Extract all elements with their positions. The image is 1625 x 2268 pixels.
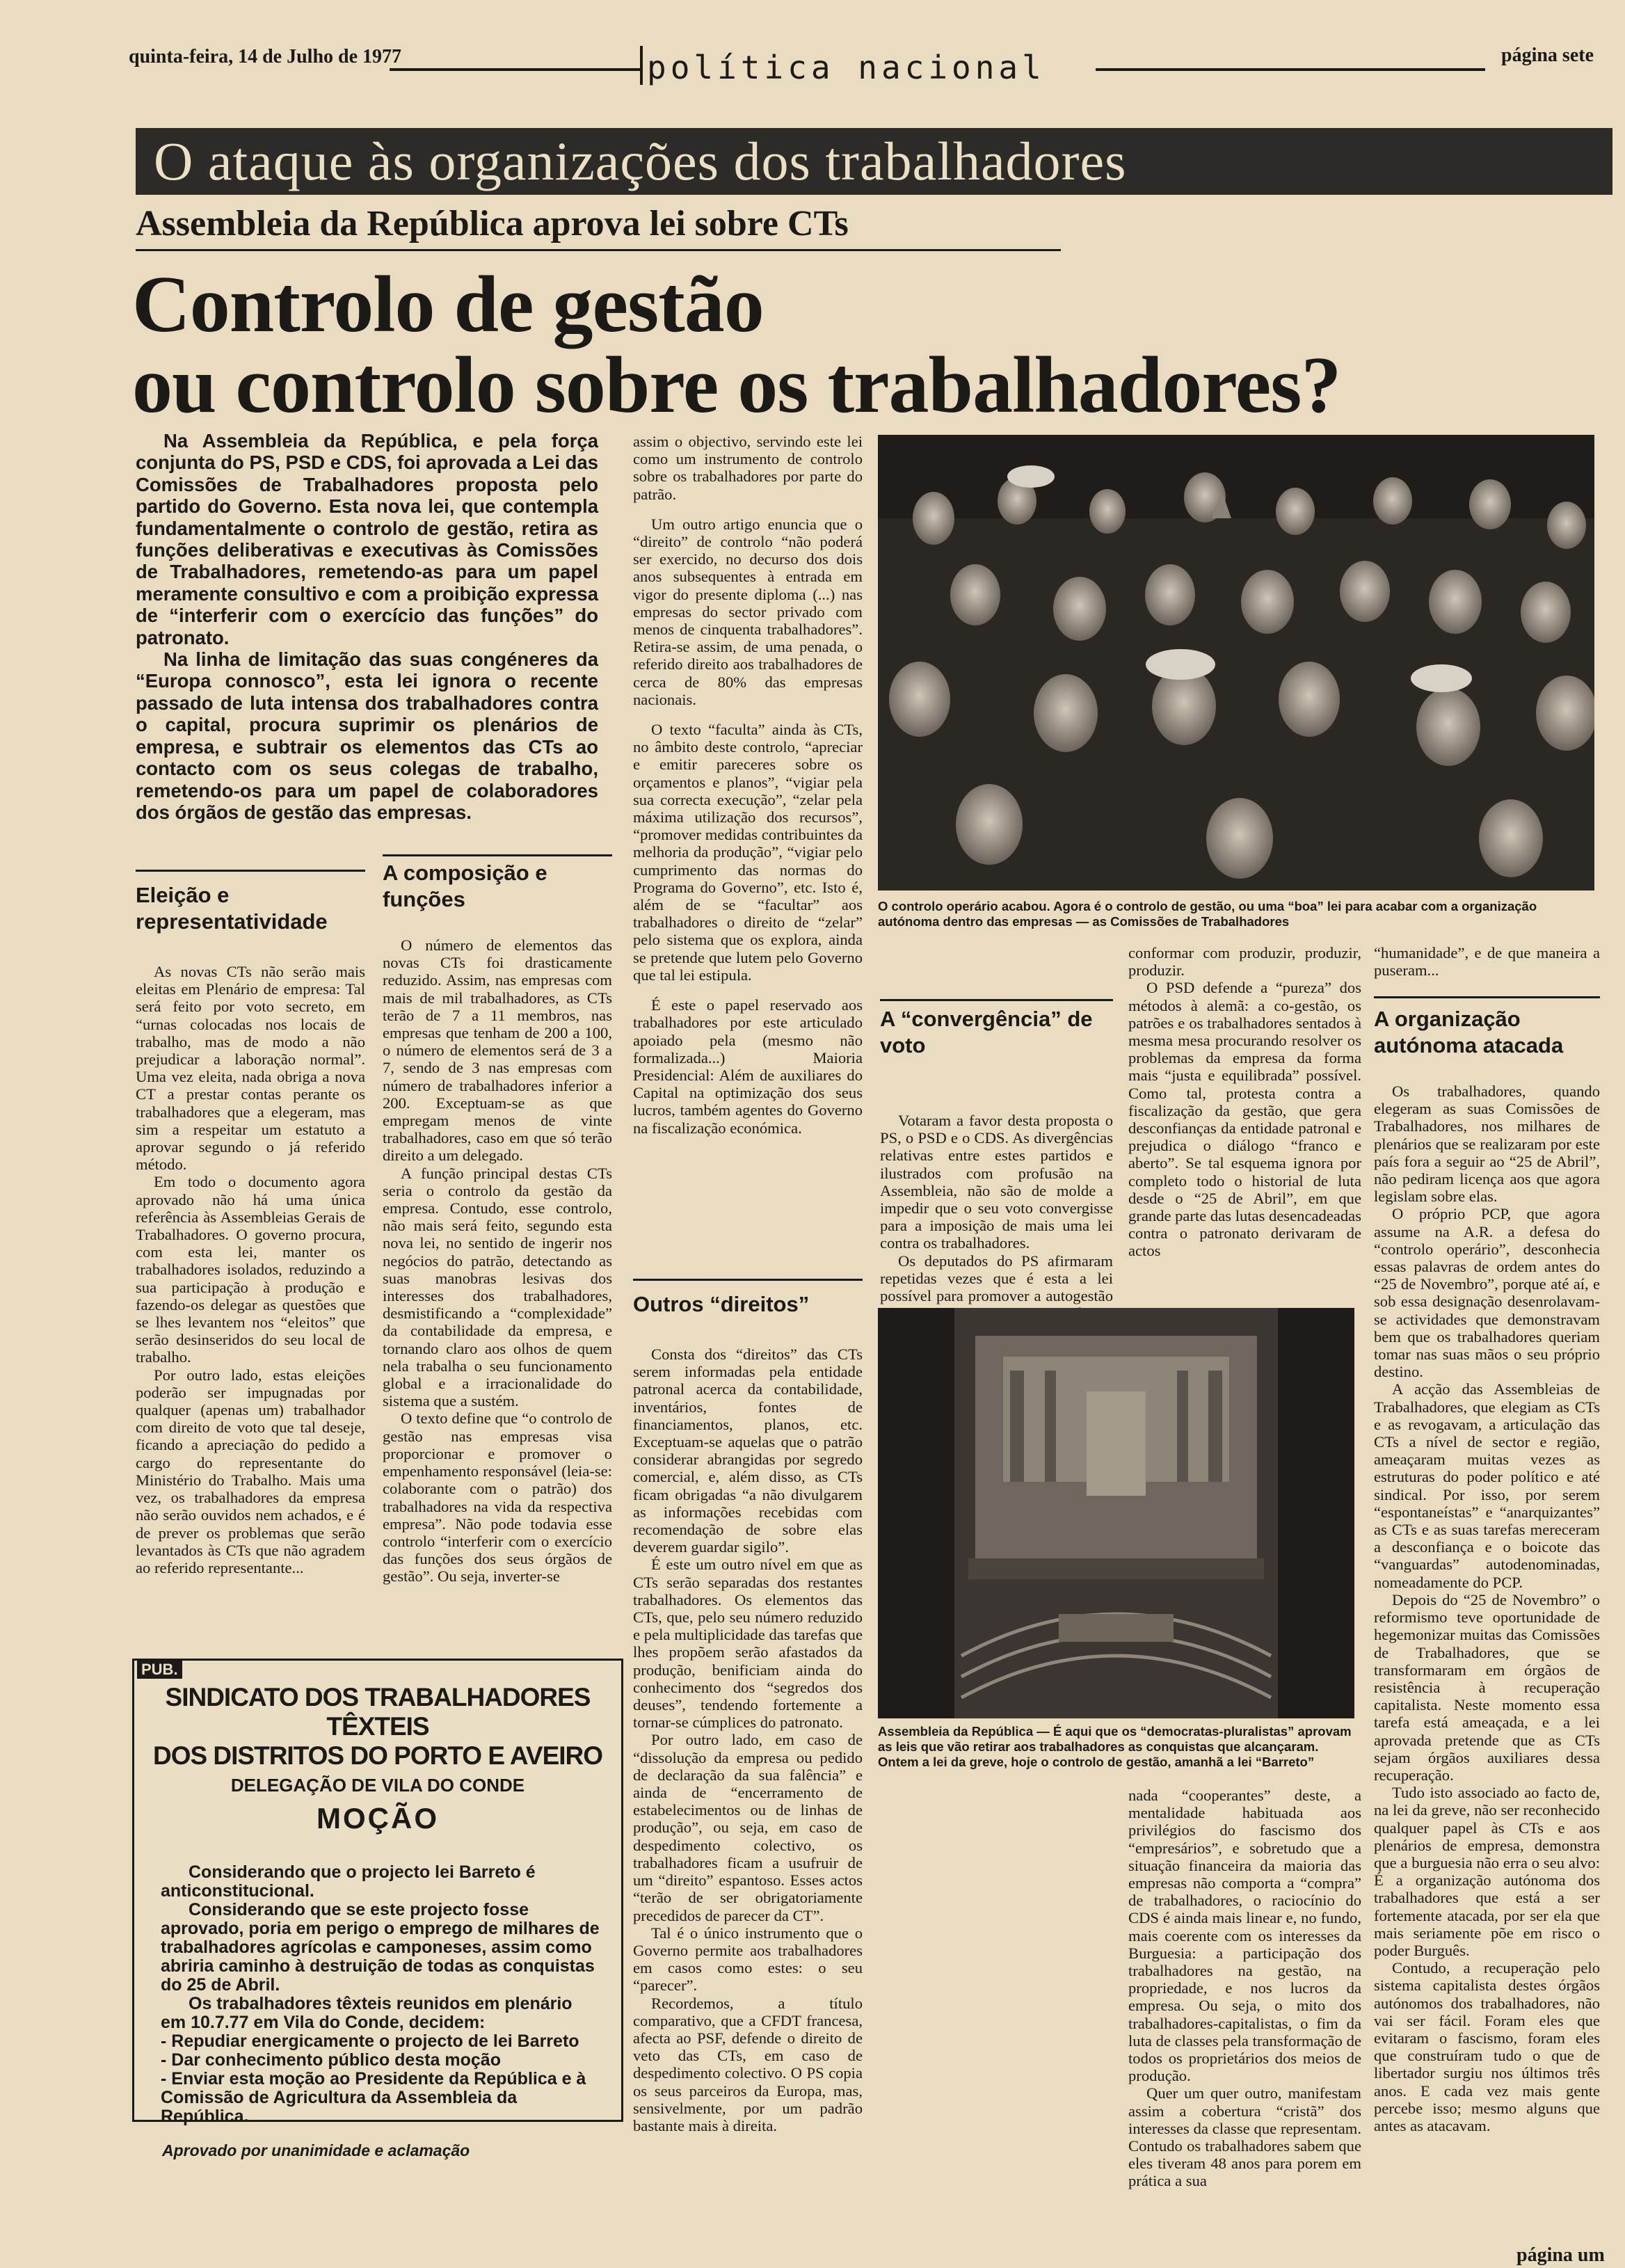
col1-paragraph: As novas CTs não serão mais eleitas em Plenário de empresa: Tal será feito por voto secreto, em “urnas colocadas nos locais de trabalho, mas de modo a não prejudicar a laboração normal”. Uma vez eleita, nada obriga a nova CT a prestar contas perante os trabalhadores que a elegeram, mas sim a respeitar um estatuto a aprovar segundo o já referido método. <box>136 963 365 1174</box>
masthead-divider <box>640 46 643 85</box>
col5-paragraph: conformar com produzir, produzir, produzir. <box>1128 944 1361 980</box>
ad-paragraph: Os trabalhadores têxteis reunidos em plenário em 10.7.77 em Vila do Conde, decidem: <box>161 1994 573 2032</box>
ad-delegation: DELEGAÇÃO DE VILA DO CONDE <box>230 1775 525 1796</box>
col4-text-2 <box>1128 1787 1361 2190</box>
ad-title-2: DOS DISTRITOS DO PORTO E AVEIRO <box>152 1741 603 1770</box>
col1-rule <box>136 870 365 872</box>
col6-subtitle: A organização autónoma atacada <box>1374 1007 1564 1057</box>
col1-paragraph: Por outro lado, estas eleições poderão ser impugnadas por qualquer (apenas um) trabalhador com direito de voto que tal deseje, ficando a apreciação do pedido a cargo do representante do Ministério do Trabalho. Mais uma vez, os trabalhadores da empresa não serão ouvidos nem achados, e é de prever os problemas que serão levantados às CTs que não agradem ao referido representante... <box>136 1366 365 1576</box>
col4-subtitle: A “convergência” de voto <box>880 1007 1093 1057</box>
ad-paragraph: - Repudiar energicamente o projecto de lei Barreto <box>161 2031 579 2051</box>
col2-subtitle: A composição e funções <box>383 861 547 911</box>
next-page-footer: página um <box>1516 2244 1605 2266</box>
ad-body <box>161 1863 602 2126</box>
col1-paragraph: Em todo o documento agora aprovado não há uma única referência às Assembleias Gerais de Trabalhadores. O governo procura, com esta lei, manter os trabalhadores isolados, reduzindo a sua participação à produção e fazendo-os delegar as questões que se lhes levantem nos “eleitos” que serão desinseridos do seu local de trabalho. <box>136 1173 365 1366</box>
lead-text <box>136 430 598 823</box>
col2-rule <box>383 854 612 856</box>
col3-paragraph: Um outro artigo enuncia que o “direito” de controlo “não poderá ser exercido, no decurso dos dois anos subsequentes à entrada em vigor do presente diploma (...) nas empresas do sector privado com menos de cinquenta trabalhadores”. Retira-se assim, de uma penada, o referido direito aos trabalhadores de cerca de 80% das empresas nacionais. <box>633 515 863 708</box>
col5-paragraph: Quer um quer outro, manifestam assim a cobertura “cristã” dos interesses da classe que representam. Contudo os trabalhadores sabem que eles tiveram 48 anos para porem em prática a sua <box>1128 2084 1361 2190</box>
ad-tag: PUB. <box>137 1661 182 1679</box>
ad-footer: Aprovado por unanimidade e aclamação <box>162 2141 470 2159</box>
banner-title: O ataque às organizações dos trabalhadores <box>136 128 1612 195</box>
col2-text <box>383 936 612 1586</box>
masthead-rule-left <box>390 68 640 71</box>
ad-motion: MOÇÃO <box>317 1802 439 1835</box>
col4-rule <box>880 999 1113 1001</box>
masthead-page: página sete <box>1501 45 1594 66</box>
col2-paragraph: O número de elementos das novas CTs foi drasticamente reduzido. Assim, nas empresas com mais de mil trabalhadores, as CTs terão de 7 a 11 membros, nas empresas que tenham de 200 a 100, o número de elementos será de 3 a 7, sendo de 3 nas empresas com número de trabalhadores inferior a 200. Exceptuam-se as que empregam menos de vinte trabalhadores, caso em que só terão direito a um delegado. <box>383 936 612 1165</box>
col6-paragraph: A acção das Assembleias de Trabalhadores, que elegiam as CTs e as revogavam, a articulação das CTs a nível de sector e região, ameaçaram muitas vezes as estruturas do poder político e até sindical. Por isso, por serem “espontaneístas” e “anarquizantes” as CTs e as suas tarefas mereceram a desconfiança e o boicote das “vanguardas” autodenominadas, nomeadamente do PCP. <box>1374 1380 1600 1591</box>
col3-paragraph: assim o objectivo, servindo este lei como um instrumento de controlo sobre os trabalhadores por parte do patrão. <box>633 433 863 503</box>
col3-rule <box>633 1279 863 1281</box>
col3-paragraph: É este um outro nível em que as CTs serão separadas dos restantes trabalhadores. Os elementos das CTs, que, pelo seu número reduzido e pela multiplicidade das tarefas que lhes propõem serão afastados da produção, benificiam ainda do conhecimento dos “segredos dos deuses”, tendendo fortemente a tornar-se cúmplices do patronato. <box>633 1556 863 1732</box>
photo2-caption: Assembleia da República — É aqui que os “democratas-pluralistas” aprovam as leis que vão retirar aos trabalhadores as conquistas que alcançaram. Ontem a lei da greve, hoje o controlo de gestão, amanhã a lei “Barreto” <box>878 1724 1352 1769</box>
masthead-rule-right <box>1096 68 1485 71</box>
union-ad <box>132 1659 623 2159</box>
col1-text <box>136 963 365 1576</box>
headline-line-2: ou controlo sobre os trabalhadores? <box>132 341 1341 430</box>
crowd-illustration <box>878 435 1594 891</box>
col6-text-2 <box>1374 1083 1600 2134</box>
col6-rule <box>1374 996 1600 998</box>
col6-paragraph: Contudo, a recuperação pelo sistema capitalista destes órgãos autónomos dos trabalhadores, não vai ser fácil. Foram eles que evitaram o fascismo, foram eles que construíram tudo o que de libertador surgiu nos últimos três anos. E cada vez mais gente percebe isso; mesmo alguns que antes as atacavam. <box>1374 1959 1600 2134</box>
col3-paragraph: Por outro lado, em caso de “dissolução da empresa ou pedido de declaração da sua falência” e ainda de “encerramento de estabelecimentos ou de linhas de produção”, ou seja, em caso de despedimento colectivo, os trabalhadores ficam a usufruir de um “direito” espantoso. Esses actos “terão de ser obrigatoriamente precedidos de parecer da CT”. <box>633 1731 863 1924</box>
ad-title-1: SINDICATO DOS TRABALHADORES TÊXTEIS <box>165 1683 591 1741</box>
col1-subtitle: Eleição e representatividade <box>136 883 328 934</box>
col6-paragraph: Os trabalhadores, quando elegeram as suas Comissões de Trabalhadores, nos milhares de plenários que se realizaram por este país fora a seguir ao “25 de Abril”, não pediram licença aos que agora legislam sobre elas. <box>1374 1083 1600 1206</box>
col6-paragraph: “humanidade”, e de que maneira a puseram... <box>1374 944 1600 980</box>
kicker: Assembleia da República aprova lei sobre CTs <box>136 203 1061 251</box>
workers-photo <box>878 435 1594 891</box>
col6-paragraph: O próprio PCP, que agora assume na A.R. a defesa do “controlo operário”, desconhecia essas palavras de ordem antes do “25 de Novembro”, porque até aí, e sob essa designação desenrolavam-se actividades que demonstravam bem que os trabalhadores queriam tomar nas suas mãos o seu próprio destino. <box>1374 1205 1600 1381</box>
ad-paragraph: - Dar conhecimento público desta moção <box>161 2050 501 2070</box>
col3-text-2 <box>633 1345 863 2134</box>
lead-paragraph: Na linha de limitação das suas congéneres da “Europa connosco”, esta lei ignora o recente passado de luta intensa dos trabalhadores contra o capital, procura suprimir os plenários de empresa, e subtrair os elementos das CTs ao contacto com os seus colegas de trabalho, remetendo-os para um papel de colaboradores dos órgãos de gestão das empresas. <box>136 648 598 823</box>
col3-paragraph: Recordemos, a título comparativo, que a CFDT francesa, afecta ao PSF, defende o direito de veto das CTs, em caso de despedimento colectivo. O PS copia os seus parceiros da Europa, mas, sensivelmente, por um padrão bastante mais à direita. <box>633 1994 863 2134</box>
ad-paragraph: Considerando que o projecto lei Barreto é anticonstitucional. <box>161 1862 536 1901</box>
col3-paragraph: O texto “faculta” ainda às CTs, no âmbito deste controlo, “apreciar e emitir pareceres sobre os orçamentos e planos”, “vigiar pela sua correcta execução”, “zelar pela máxima utilização dos recursos”, “promover medidas contribuintes da melhoria da produção”, “vigiar pelo cumprimento das normas do Programa do Governo”, etc. Isto é, além de se “facultar” aos trabalhadores o direito de “zelar” pelo sistema que os explora, ainda se pretende que lutem pelo Governo que tal lei estipula. <box>633 721 863 984</box>
col2-paragraph: A função principal destas CTs seria o controlo da gestão da empresa. Contudo, esse controlo, não mais será feito, segundo esta nova lei, no sentido de ingerir nos negócios do patrão, detectando as suas manobras lesivas dos interesses dos trabalhadores, desmistificando a “complexidade” da contabilidade da empresa, e tornando claro aos olhos de quem nela trabalha o seu funcionamento global e a irracionalidade do sistema que a sustém. <box>383 1164 612 1410</box>
headline <box>132 260 1607 430</box>
ad-paragraph: Considerando que se este projecto fosse aprovado, poria em perigo o emprego de milhares de trabalhadores agrícolas e camponeses, assim como abriria caminho à destruição de todas as conquistas do 25 de Abril. <box>161 1900 600 1995</box>
col3-text <box>633 433 863 1137</box>
lead-paragraph: Na Assembleia da República, e pela força conjunta do PS, PSD e CDS, foi aprovada a Lei das Comissões de Trabalhadores proposta pelo partido do Governo. Esta nova lei, que contempla fundamentalmente o controlo de gestão, retira as funções deliberativas e executivas às Comissões de Trabalhadores, remetendo-as para um papel meramente consultivo e com a proibição expressa de “interferir com o exercício das funções” do patronato. <box>136 430 598 648</box>
col6-paragraph: Tudo isto associado ao facto de, na lei da greve, não ser reconhecido qualquer papel às CTs e aos plenários de empresa, demonstra que a burguesia não erra o seu alvo: É a organização autónoma dos trabalhadores que está a ser fortemente atacada, por ser ela que mais seriamente põe em risco o poder Burguês. <box>1374 1784 1600 1959</box>
section-title: política nacional <box>647 49 1046 86</box>
col3-subtitle: Outros “direitos” <box>633 1292 810 1316</box>
headline-line-1: Controlo de gestão <box>132 260 764 349</box>
col2-paragraph: O texto define que “o controlo de gestão nas empresas visa proporcionar e promover o empenhamento responsável (leia-se: colaborante com o patrão) dos trabalhadores na vida da respectiva empresa”. Não pode todavia esse controlo “interferir com o exercício das funções dos seus órgãos de gestão”. Ou seja, inverter-se <box>383 1409 612 1586</box>
col4-paragraph: Os deputados do PS afirmaram repetidas vezes que é esta a lei possível para promover a autogestão <box>880 1252 1113 1305</box>
photo1-caption: O controlo operário acabou. Agora é o controlo de gestão, ou uma “boa” lei para acabar com a organização autónoma dentro das empresas — as Comissões de Trabalhadores <box>878 899 1537 929</box>
assembly-illustration <box>878 1308 1354 1718</box>
col4-paragraph: Votaram a favor desta proposta o PS, o PSD e o CDS. As divergências relativas entre estes partidos e ilustrados com profusão na Assembleia, não são de molde a impedir que o seu voto convergisse para a imposição de mais uma lei contra os trabalhadores. <box>880 1112 1113 1252</box>
col6-paragraph: Depois do “25 de Novembro” o reformismo teve oportunidade de hegemonizar muitas das Comissões de Trabalhadores, que se transformaram em órgãos de resistência à recuperação capitalista. Neste momento essa tarefa está ameaçada, e a lei aprovada pretende que as CTs sejam órgãos auxiliares dessa recuperação. <box>1374 1590 1600 1784</box>
col5-text <box>1128 944 1361 1260</box>
masthead-date: quinta-feira, 14 de Julho de 1977 <box>129 46 402 67</box>
col3-paragraph: Consta dos “direitos” das CTs serem informadas pela entidade patronal acerca da contabilidade, inventários, fontes de financiamentos, planos, etc. Exceptuam-se aquelas que o patrão considerar abrangidas por segredo comercial, e, além disso, as CTs ficam obrigadas “a não divulgarem as informações recebidas com recomendação de sobre elas deverem guardar sigilo”. <box>633 1345 863 1556</box>
col6-text <box>1374 944 1600 979</box>
col3-paragraph: Tal é o único instrumento que o Governo permite aos trabalhadores em casos como estes: o seu “parecer”. <box>633 1924 863 1995</box>
col5-paragraph: nada “cooperantes” deste, a mentalidade habituada aos privilégios do fascismo dos “empresários”, e sobretudo que a situação financeira da maioria das empresas não comporta a “compra” de trabalhadores, o raciocínio do CDS é ainda mais linear e, no fundo, mais coerente com os interesses da Burguesia: a participação dos trabalhadores na gestão, na propriedade, e nos lucros da empresa. Ou seja, o mito dos trabalhadores-capitalistas, o fim da luta de classes pela transformação de todos os proprietários dos meios de produção. <box>1128 1787 1361 2085</box>
col5-paragraph: O PSD defende a “pureza” dos métodos à alemã: a co-gestão, os patrões e os trabalhadores sentados à mesma mesa procurando resolver os problemas da empresa da forma mais “justa e equilibrada” possível. Como tal, protesta contra a fiscalização da gestão, que gera desconfianças da entidade patronal e prejudica o diálogo “franco e aberto”. Se tal esquema ignora por completo todo o historial de luta desde o “25 de Abril”, em que grande parte das lutas desencadeadas contra o patronato derivaram de actos <box>1128 979 1361 1260</box>
assembly-photo <box>878 1308 1354 1718</box>
col3-paragraph: É este o papel reservado aos trabalhadores por este articulado apoiado pela (mesmo não formalizada...) Maioria Presidencial: Além de auxiliares do Capital na optimização dos seus lucros, também agentes do Governo na fiscalização económica. <box>633 996 863 1137</box>
ad-paragraph: - Enviar esta moção ao Presidente da República e à Comissão de Agricultura da Assembleia da República. <box>161 2069 586 2126</box>
